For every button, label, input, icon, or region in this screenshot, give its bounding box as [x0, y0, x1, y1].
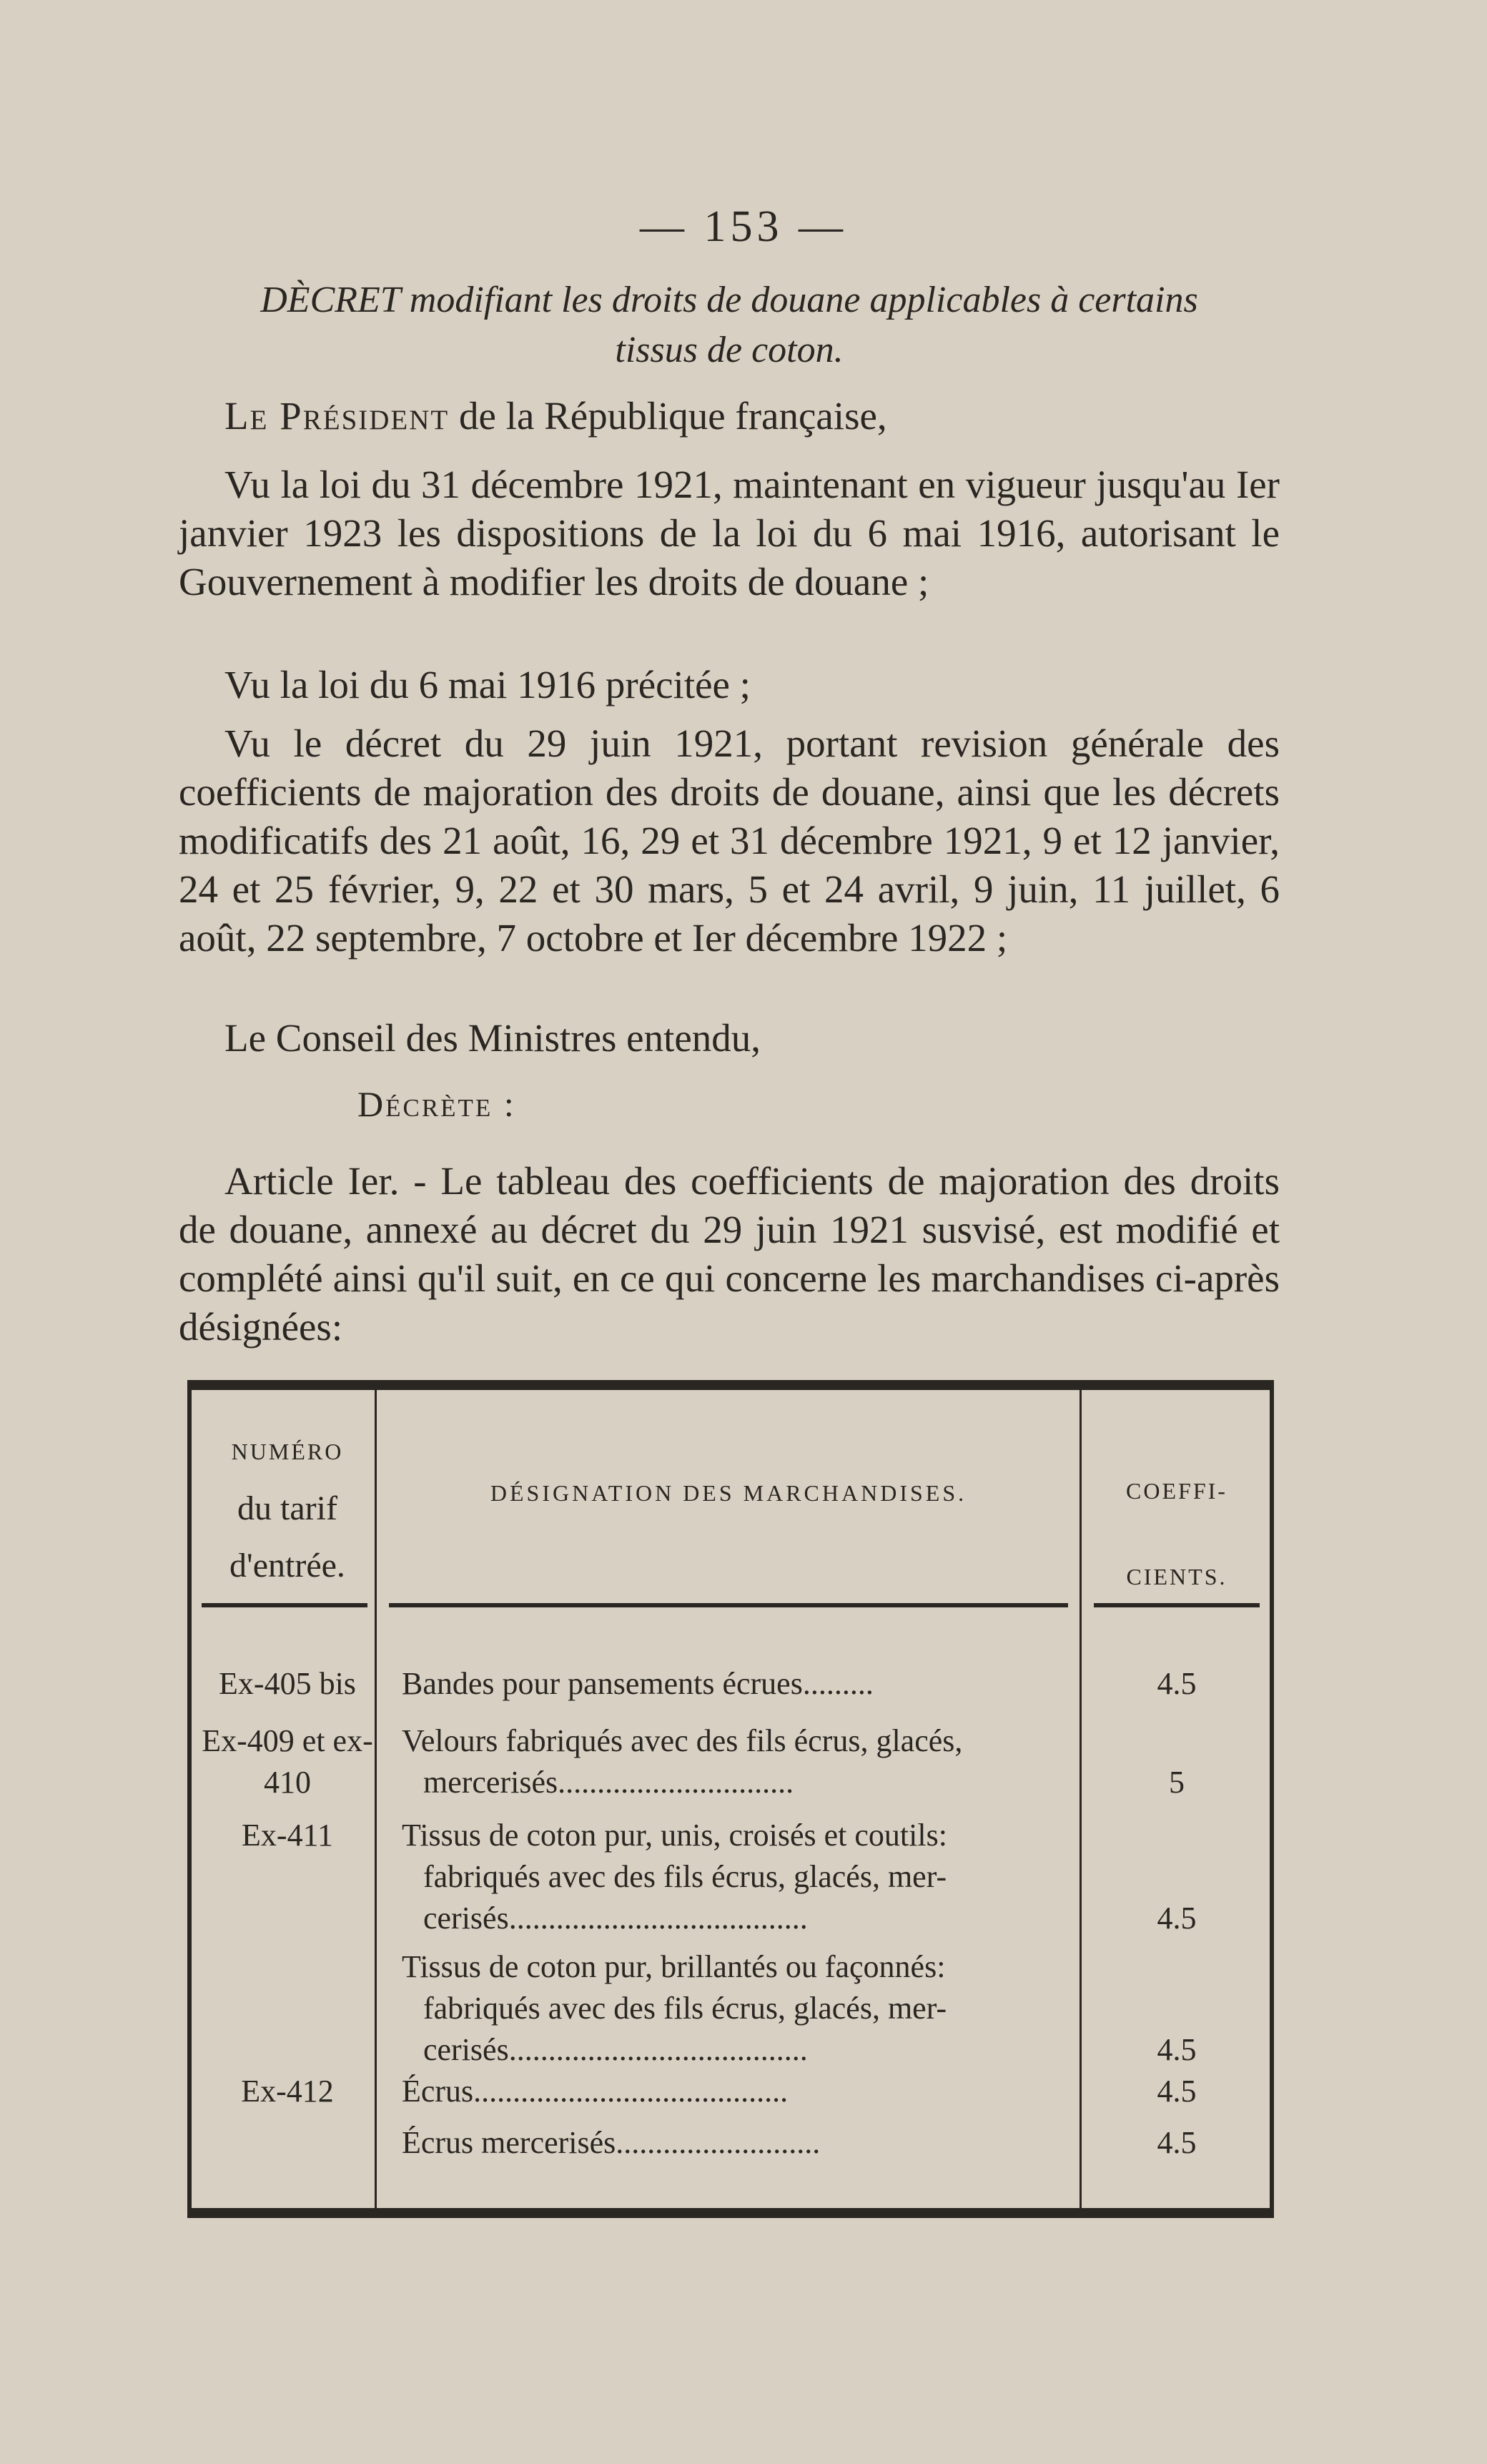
designation-line: Velours fabriqués avec des fils écrus, glacés, [402, 1723, 963, 1758]
paragraph-3-text: Vu le décret du 29 juin 1921, portant revision générale des coefficients de majoration des droits de douane, ainsi que les décrets modificatifs des 21 août, 16, 29 et 31 décembre 1921, 9 et 12 janvier, 24 et 25 février, 9, 22 et 30 mars, 5 et 24 avril, 9 juin, 11 juillet, 6 août, 22 septembre, 7 octobre et Ier décembre 1922 ; [179, 721, 1280, 960]
coefficient: 4.5 [1157, 2074, 1197, 2109]
paragraph-4 [179, 1014, 1280, 1063]
title-lead: DÈCRET [260, 280, 400, 320]
tariff-number: Ex-412 [241, 2074, 334, 2109]
tariff-number: Ex-409 et ex-410 [202, 1723, 373, 1800]
designation [402, 1663, 1059, 1705]
coefficient: 4.5 [1157, 1901, 1197, 1936]
designation-line: Tissus de coton pur, unis, croisés et coutils: [402, 1818, 947, 1853]
tariff-number: Ex-411 [242, 1818, 333, 1853]
designation-line: Bandes pour pansements écrues......... [402, 1666, 874, 1701]
tariff-table [187, 1380, 1274, 2218]
header-number-line2: du tarif [237, 1489, 337, 1527]
designation [402, 1946, 1059, 2071]
designation [402, 1815, 1059, 1939]
designation [402, 2122, 1059, 2164]
paragraph-article-text: Article Ier. - Le tableau des coefficients de majoration des droits de douane, annexé au décret du 29 juin 1921 susvisé, est modifié et complété ainsi qu'il suit, en ce qui concerne les marchandises ci-après désignées: [179, 1159, 1280, 1349]
header-coef-line1: COEFFI- [1126, 1478, 1227, 1504]
table-column-divider [375, 1390, 377, 2208]
designation-line: fabriqués avec des fils écrus, glacés, mer- [423, 1991, 947, 2026]
header-number-line1: NUMÉRO [231, 1439, 344, 1464]
table-left-border [187, 1390, 192, 2208]
paragraph-1-text: Vu la loi du 31 décembre 1921, maintenant en vigueur jusqu'au Ier janvier 1923 les dispositions de la loi du 6 mai 1916, autorisant le Gouvernement à modifier les droits de douane ; [179, 463, 1280, 603]
header-number-line3: d'entrée. [229, 1547, 345, 1585]
decree-title [179, 275, 1280, 375]
coefficient: 4.5 [1157, 2125, 1197, 2160]
designation-line: Écrus mercerisés.......................... [402, 2125, 821, 2160]
president-rest: de la République française, [449, 394, 887, 438]
designation-line: cerisés...................................... [423, 1901, 808, 1936]
designation [402, 1720, 1059, 1803]
table-right-border [1270, 1390, 1274, 2208]
header-designation: DÉSIGNATION DES MARCHANDISES. [490, 1480, 967, 1506]
designation-line: cerisés...................................... [423, 2032, 808, 2067]
paragraph-3 [179, 719, 1280, 962]
designation-line: Écrus........................................ [402, 2074, 789, 2109]
designation-line: mercerisés.............................. [423, 1765, 794, 1800]
designation-line: Tissus de coton pur, brillantés ou façonnés: [402, 1949, 946, 1984]
decrete-heading: Décrète : [357, 1084, 516, 1124]
table-top-rule [187, 1380, 1274, 1390]
paragraph-president [179, 392, 1280, 440]
tariff-number: Ex-405 bis [219, 1666, 356, 1701]
coefficient: 4.5 [1157, 1666, 1197, 1701]
paragraph-2-text: Vu la loi du 6 mai 1916 précitée ; [224, 663, 751, 706]
paragraph-2 [179, 661, 1280, 709]
paragraph-article [179, 1157, 1280, 1351]
designation [402, 2071, 1059, 2112]
title-line1: modifiant les droits de douane applicables à certains [400, 280, 1198, 320]
president-smallcaps: Le Président [224, 394, 450, 438]
designation-line: fabriqués avec des fils écrus, glacés, mer- [423, 1859, 947, 1894]
paragraph-1 [179, 460, 1280, 606]
paragraph-4-text: Le Conseil des Ministres entendu, [224, 1016, 761, 1060]
page-number: — 153 — [640, 202, 847, 251]
header-rule [389, 1603, 1068, 1607]
table-bottom-rule [187, 2208, 1274, 2218]
header-coefficients [1094, 1448, 1260, 1620]
header-number [202, 1423, 373, 1595]
table-column-divider [1080, 1390, 1082, 2208]
coefficient: 4.5 [1157, 2032, 1197, 2067]
header-rule [202, 1603, 367, 1607]
coefficient: 5 [1169, 1765, 1185, 1800]
header-coef-line2: CIENTS. [1126, 1564, 1227, 1590]
title-line2: tissus de coton. [615, 330, 844, 370]
